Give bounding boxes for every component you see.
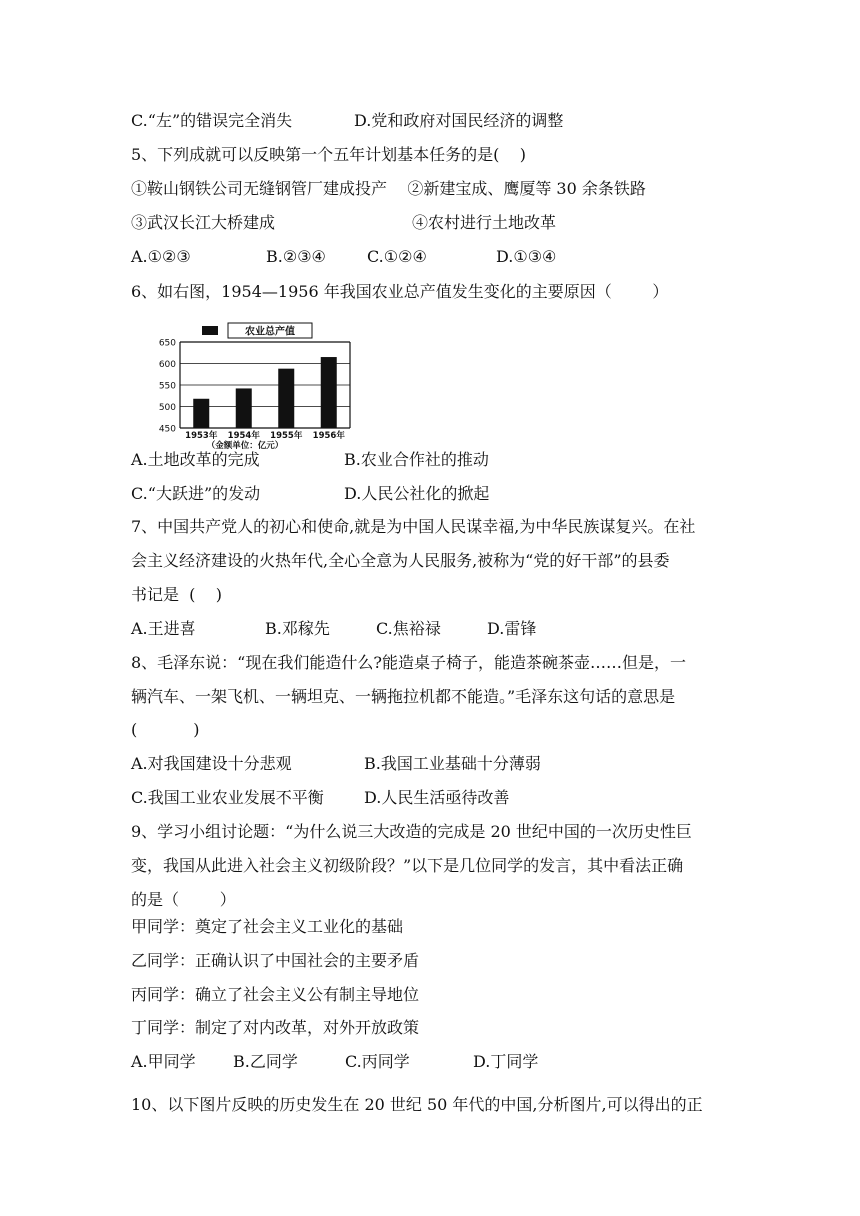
q8-option-b: B.我国工业基础十分薄弱 [364, 754, 541, 773]
question-10-line-1: 10、以下图片反映的历史发生在 20 世纪 50 年代的中国,分析图片,可以得出的正 [131, 1095, 703, 1114]
y-tick-label: 500 [158, 403, 176, 413]
q4-option-d: D.党和政府对国民经济的调整 [354, 111, 564, 130]
q5-item-4: ④农村进行土地改革 [412, 213, 557, 232]
q9-statement-1: 甲同学：奠定了社会主义工业化的基础 [131, 917, 404, 936]
question-6: 6、如右图，1954—1956 年我国农业总产值发生变化的主要原因（ ） [131, 282, 669, 301]
legend-swatch [202, 326, 218, 335]
q9-option-c: C.丙同学 [345, 1052, 410, 1071]
q5-option-c: C.①②④ [367, 247, 427, 266]
q7-option-c: C.焦裕禄 [376, 619, 441, 638]
q9-option-b: B.乙同学 [233, 1052, 298, 1071]
question-5: 5、下列成就可以反映第一个五年计划基本任务的是( ) [131, 145, 527, 164]
q9-statement-4: 丁同学：制定了对内改革，对外开放政策 [131, 1018, 420, 1037]
q8-option-a: A.对我国建设十分悲观 [131, 754, 292, 773]
q5-option-b: B.②③④ [266, 247, 326, 266]
q8-option-c: C.我国工业农业发展不平衡 [131, 788, 324, 807]
q6-option-c: C.“大跃进”的发动 [131, 484, 261, 503]
q4-option-c: C.“左”的错误完全消失 [131, 111, 293, 130]
q6-option-a: A.土地改革的完成 [131, 450, 260, 469]
question-8-line-2: 辆汽车、一架飞机、一辆坦克、一辆拖拉机都不能造。”毛泽东这句话的意思是 [131, 687, 676, 706]
agri-output-chart [150, 320, 362, 450]
q5-option-a: A.①②③ [131, 247, 191, 266]
q9-option-d: D.丁同学 [473, 1052, 539, 1071]
x-tick-label: 1953年 [185, 431, 218, 441]
q8-option-d: D.人民生活亟待改善 [364, 788, 510, 807]
question-9-line-1: 9、学习小组讨论题：“为什么说三大改造的完成是 20 世纪中国的一次历史性巨 [131, 822, 692, 841]
question-9-line-3: 的是（ ） [131, 890, 236, 909]
y-tick-label: 550 [158, 381, 176, 392]
q7-option-a: A.王进喜 [131, 619, 196, 638]
x-tick-label: 1956年 [312, 431, 345, 441]
legend-label: 农业总产值 [245, 326, 295, 338]
y-tick-label: 650 [158, 338, 176, 349]
x-tick-label: 1955年 [270, 431, 303, 441]
q5-items-1-2: ①鞍山钢铁公司无缝钢管厂建成投产 ②新建宝成、鹰厦等 30 余条铁路 [131, 179, 646, 198]
bar [278, 369, 294, 428]
bar [321, 357, 337, 428]
question-8-line-3: ( ) [131, 720, 200, 739]
y-tick-label: 600 [158, 360, 176, 370]
q7-option-d: D.雷锋 [487, 619, 537, 638]
q5-option-d: D.①③④ [496, 247, 557, 266]
x-tick-label: 1954年 [227, 431, 260, 441]
q7-option-b: B.邓稼先 [265, 619, 330, 638]
bar [193, 399, 209, 428]
question-7-line-2: 会主义经济建设的火热年代,全心全意为人民服务,被称为“党的好干部”的县委 [131, 551, 670, 570]
y-tick-label: 450 [158, 424, 176, 435]
q9-option-a: A.甲同学 [131, 1052, 196, 1071]
unit-note: （金额单位：亿元） [206, 441, 284, 450]
q6-option-d: D.人民公社化的掀起 [344, 484, 490, 503]
q6-option-b: B.农业合作社的推动 [344, 450, 489, 469]
question-7-line-3: 书记是 ( ) [131, 585, 223, 604]
question-7-line-1: 7、中国共产党人的初心和使命,就是为中国人民谋幸福,为中华民族谋复兴。在社 [131, 517, 696, 536]
q9-statement-2: 乙同学：正确认识了中国社会的主要矛盾 [131, 951, 420, 970]
question-8-line-1: 8、毛泽东说：“现在我们能造什么?能造桌子椅子，能造茶碗茶壶……但是，一 [131, 653, 686, 672]
question-9-line-2: 变，我国从此进入社会主义初级阶段？”以下是几位同学的发言，其中看法正确 [131, 856, 684, 875]
bar [236, 388, 252, 428]
q9-statement-3: 丙同学：确立了社会主义公有制主导地位 [131, 985, 420, 1004]
q5-item-3: ③武汉长江大桥建成 [131, 213, 276, 232]
